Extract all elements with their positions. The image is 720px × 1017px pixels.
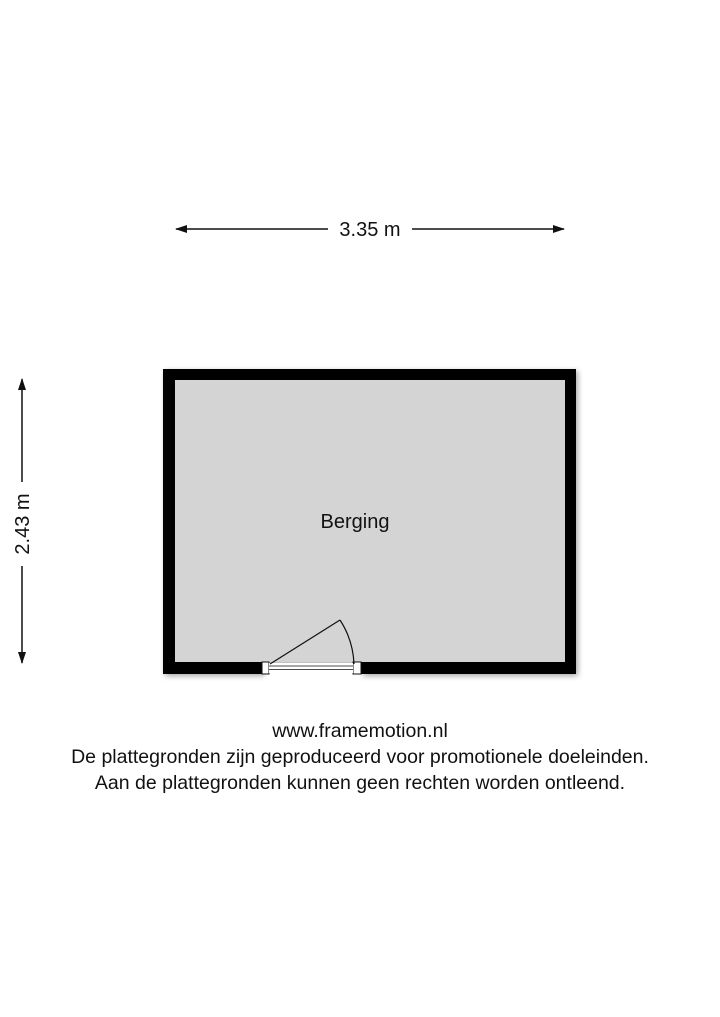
wall-bottom-left xyxy=(163,662,262,674)
footer xyxy=(0,718,720,796)
wall-left xyxy=(163,369,175,674)
footer-website: www.framemotion.nl xyxy=(272,720,448,742)
height-dimension xyxy=(12,379,34,663)
door-jamb-left xyxy=(262,662,269,674)
door-threshold xyxy=(269,663,353,673)
footer-disclaimer-line1: De plattegronden zijn geproduceerd voor promotionele doeleinden. xyxy=(71,746,649,768)
width-dimension xyxy=(176,219,564,241)
footer-disclaimer-line2: Aan de plattegronden kunnen geen rechten worden ontleend. xyxy=(94,772,626,794)
wall-top xyxy=(163,369,576,380)
height-dimension-label: 2.43 m xyxy=(12,493,34,555)
wall-bottom-right xyxy=(361,662,576,674)
wall-right xyxy=(565,369,576,674)
width-dimension-label: 3.35 m xyxy=(339,219,401,241)
room-label: Berging xyxy=(320,511,390,533)
